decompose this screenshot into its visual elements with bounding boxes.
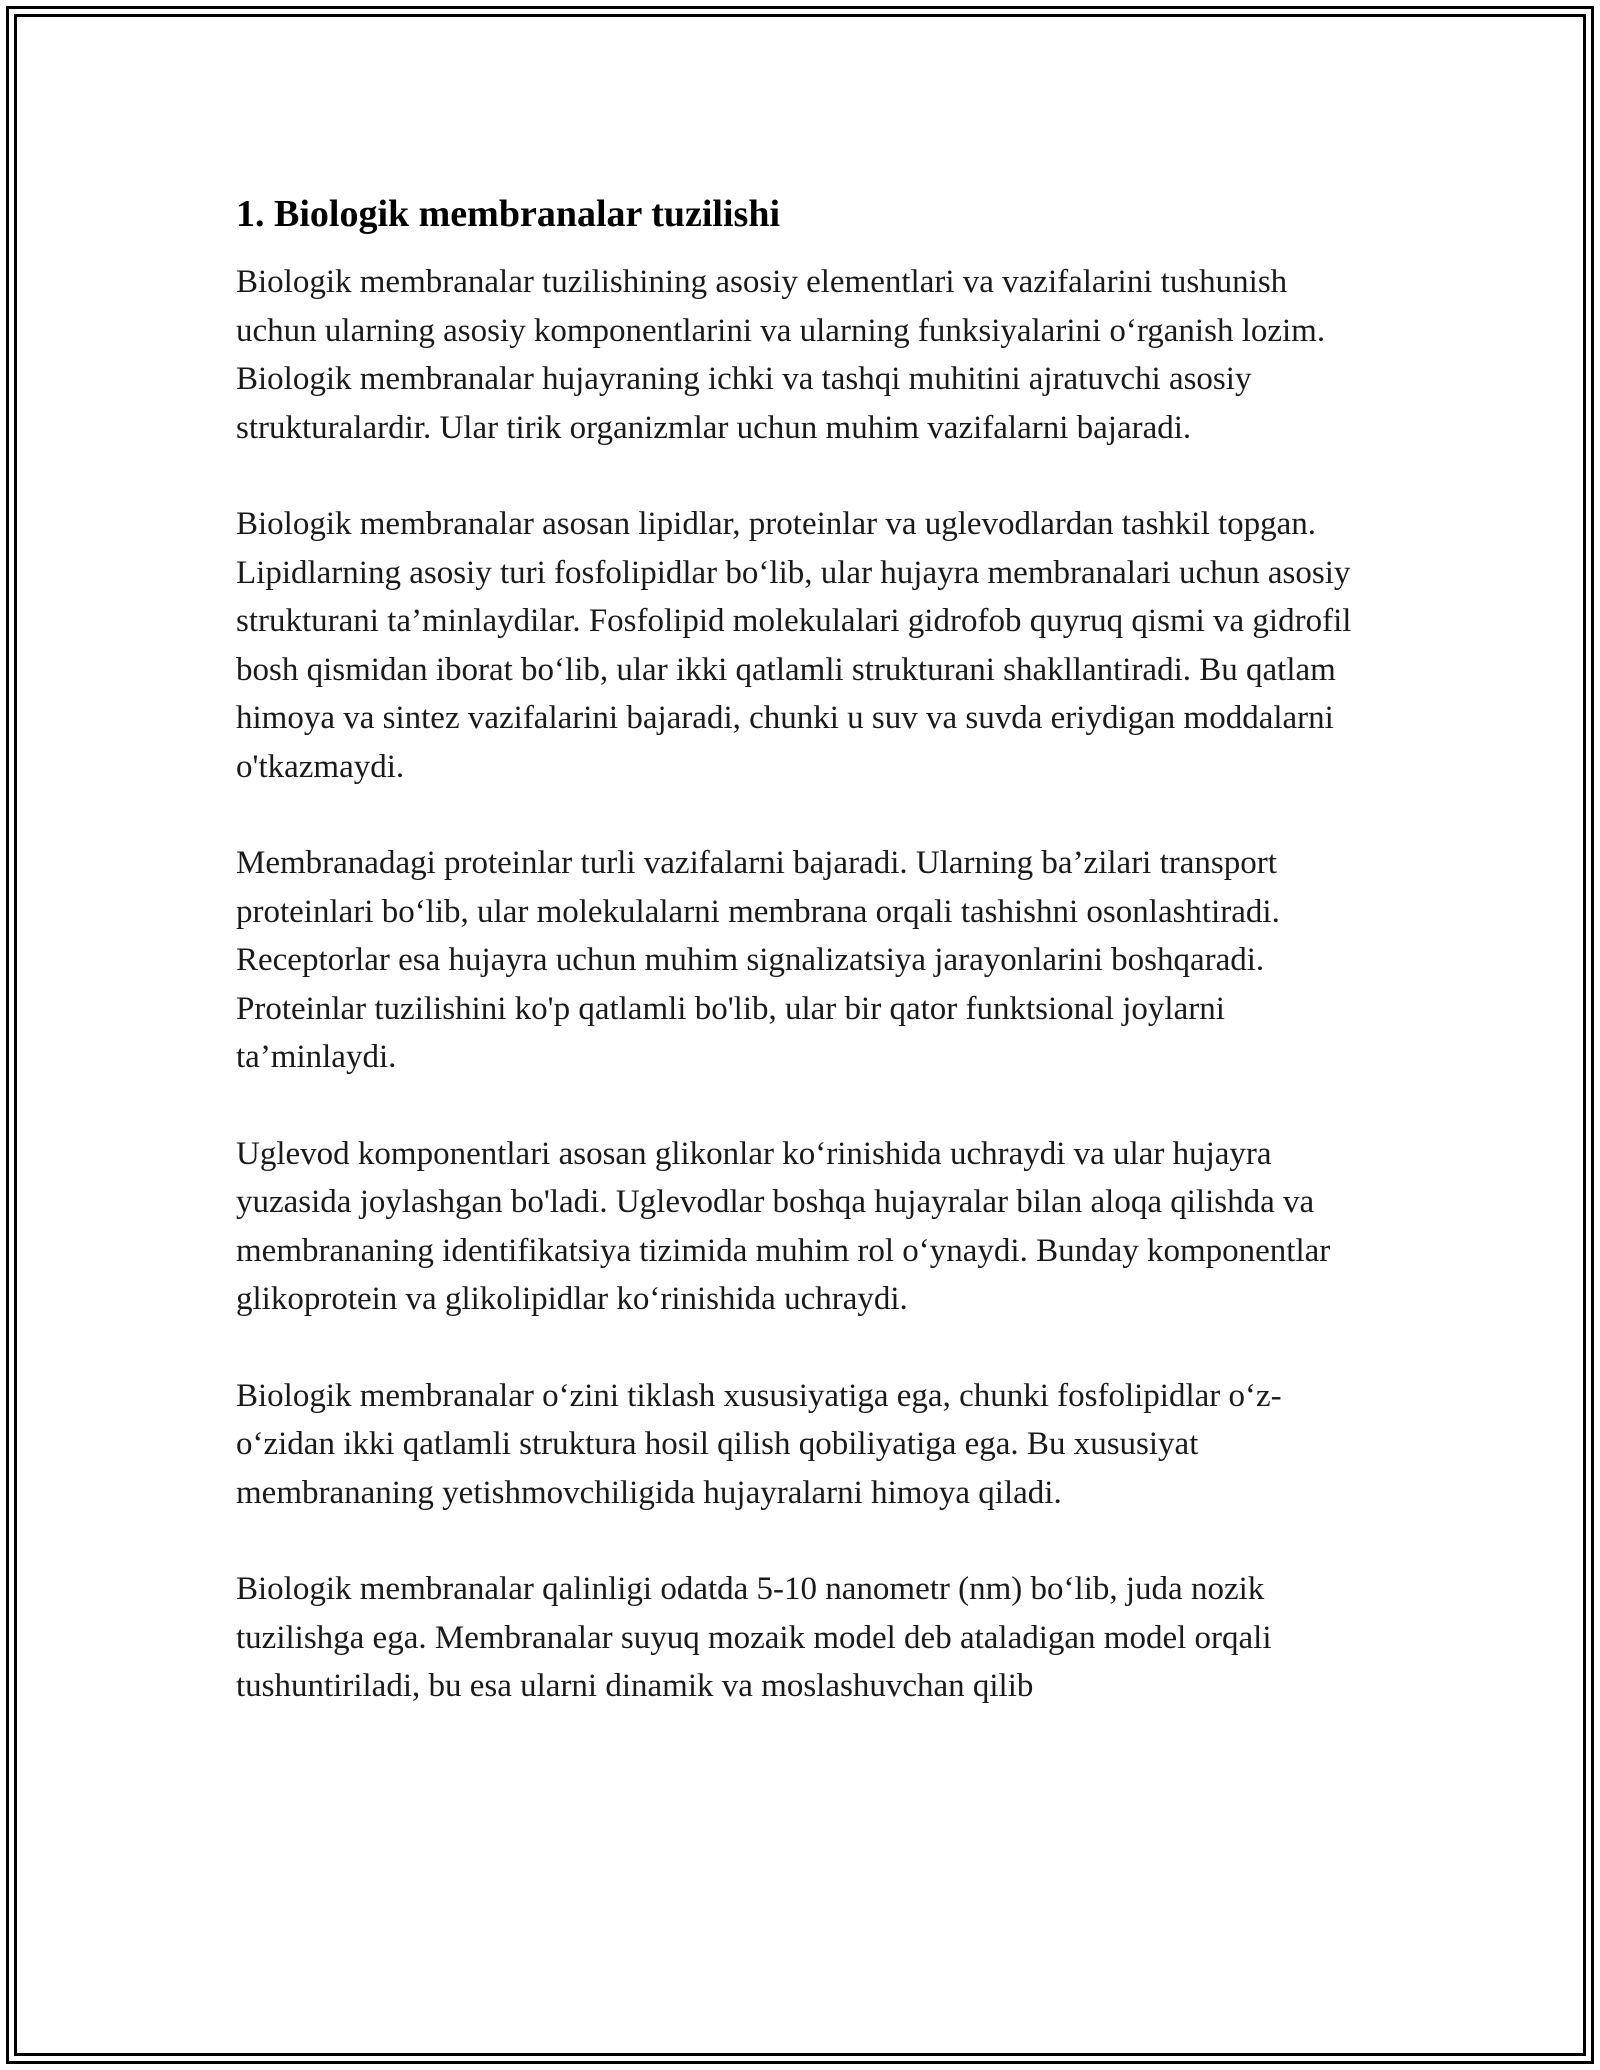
paragraph-1: Biologik membranalar tuzilishining asosiy elementlari va vazifalarini tushunish uchun ularning asosiy komponentlarini va ularning funksiyalarini o‘rganish lozim. Biologik membranalar hujayraning ichki va tashqi muhitini ajratuvchi asosiy strukturalardir. Ular tirik organizmlar uchun muhim vazifalarni bajaradi.: [236, 264, 1326, 446]
paragraph-5: Biologik membranalar o‘zini tiklash xususiyatiga ega, chunki fosfolipidlar o‘z-o‘zidan ikki qatlamli struktura hosil qilish qobiliyatiga ega. Bu xususiyat membrananing yetishmovchiligida hujayralarni himoya qiladi.: [236, 1377, 1282, 1511]
paragraph-6: Biologik membranalar qalinligi odatda 5-10 nanometr (nm) bo‘lib, juda nozik tuzilishga ega. Membranalar suyuq mozaik model deb ataladigan model orqali tushuntiriladi, bu esa ularni dinamik va moslashuvchan qilib: [236, 1571, 1272, 1704]
paragraph-4: Uglevod komponentlari asosan glikonlar ko‘rinishida uchraydi va ular hujayra yuzasida joylashgan bo'ladi. Uglevodlar boshqa hujayralar bilan aloqa qilishda va membrananing identifikatsiya tizimida muhim rol o‘ynaydi. Bunday komponentlar glikoprotein va glikolipidlar ko‘rinishida uchraydi.: [236, 1135, 1331, 1317]
document-body: [236, 186, 1376, 1759]
paragraph-2: Biologik membranalar asosan lipidlar, proteinlar va uglevodlardan tashkil topgan. Lipidlarning asosiy turi fosfolipidlar bo‘lib, ular hujayra membranalari uchun asosiy strukturani ta’minlaydilar. Fosfolipid molekulalari gidrofob quyruq qismi va gidrofil bosh qismidan iborat bo‘lib, ular ikki qatlamli strukturani shakllantiradi. Bu qatlam himoya va sintez vazifalarini bajaradi, chunki u suv va suvda eriydigan moddalarni o'tkazmaydi.: [236, 506, 1352, 785]
paragraph-3: Membranadagi proteinlar turli vazifalarni bajaradi. Ularning ba’zilari transport proteinlari bo‘lib, ular molekulalarni membrana orqali tashishni osonlashtiradi. Receptorlar esa hujayra uchun muhim signalizatsiya jarayonlarini boshqaradi. Proteinlar tuzilishini ko'p qatlamli bo'lib, ular bir qator funktsional joylarni ta’minlaydi.: [236, 845, 1280, 1075]
section-heading: 1. Biologik membranalar tuzilishi: [236, 193, 781, 235]
